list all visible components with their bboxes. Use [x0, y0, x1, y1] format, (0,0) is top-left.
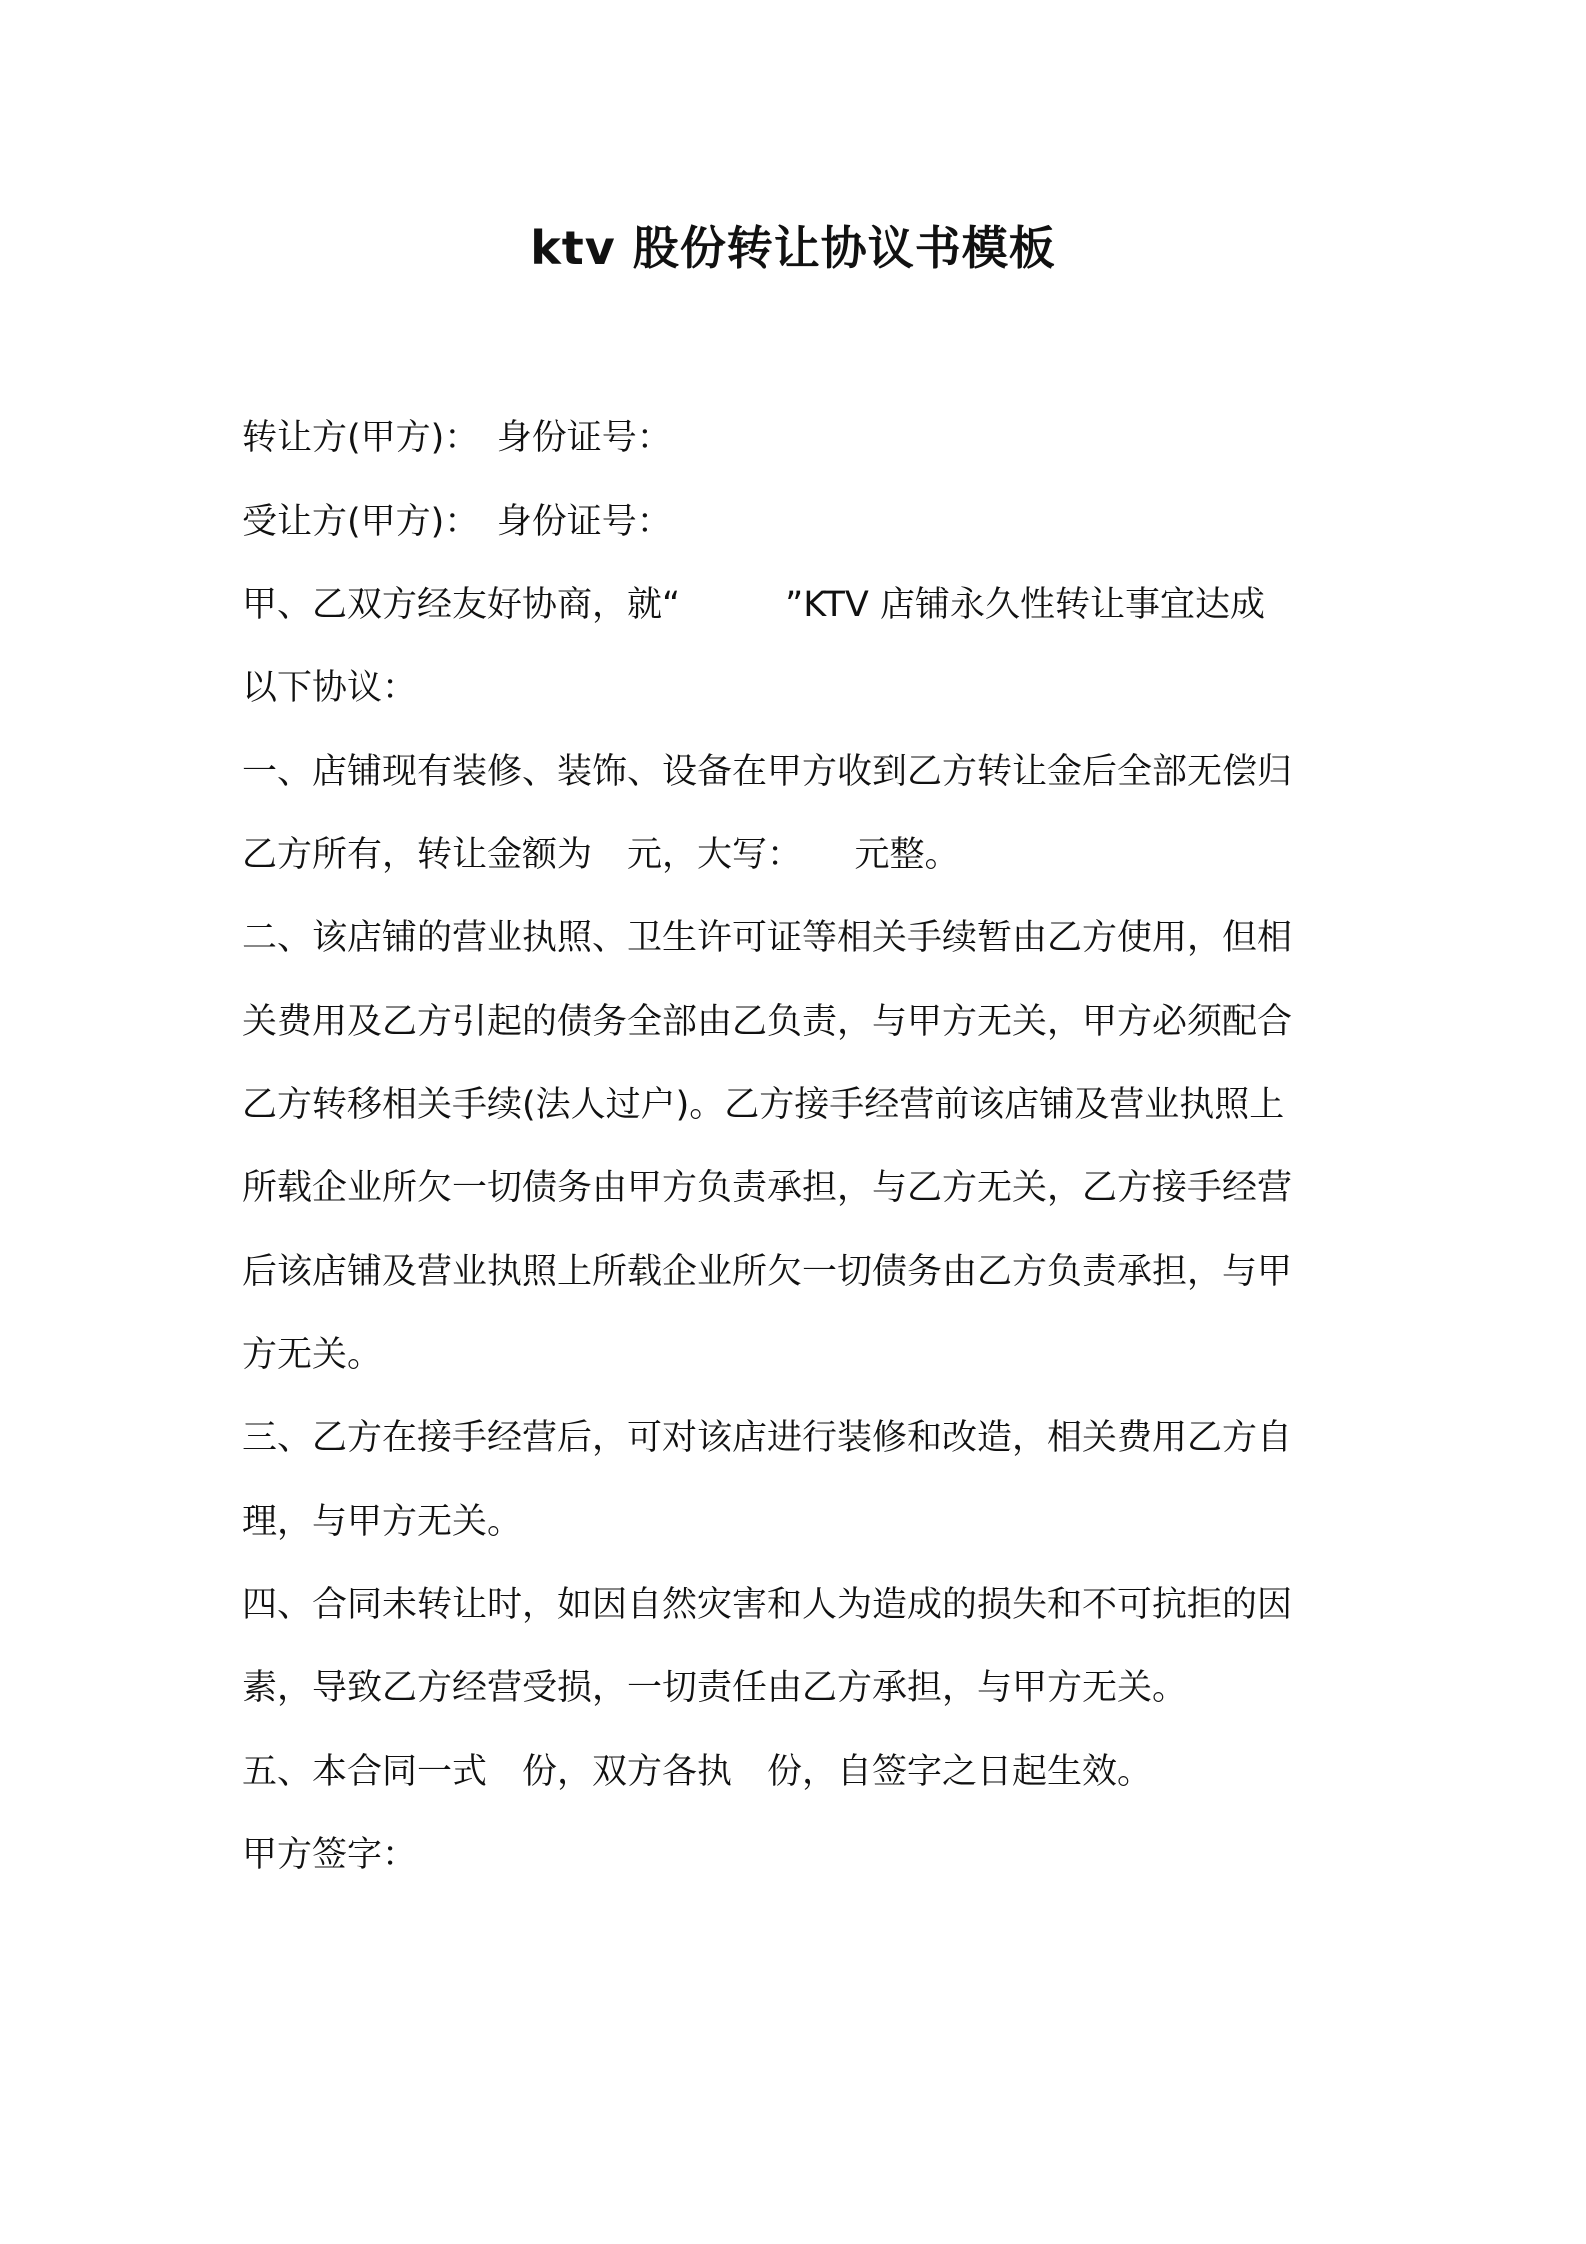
clause-3-line-2: 理，与甲方无关。 [242, 1502, 523, 1542]
clause-2-line-4: 所载企业所欠一切债务由甲方负责承担，与乙方无关，乙方接手经营 [242, 1168, 1293, 1208]
clause-3-line-1: 三、乙方在接手经营后，可对该店进行装修和改造，相关费用乙方自 [242, 1418, 1293, 1458]
clause-2-line-1: 二、该店铺的营业执照、卫生许可证等相关手续暂由乙方使用，但相 [242, 918, 1293, 958]
transferor-line: 转让方(甲方)： 身份证号： [242, 418, 672, 458]
clause-1-line-1: 一、店铺现有装修、装饰、设备在甲方收到乙方转让金后全部无偿归 [242, 752, 1293, 792]
party-a-signature-line: 甲方签字： [242, 1835, 418, 1875]
clause-2-line-6: 方无关。 [242, 1335, 383, 1375]
clause-5-line: 五、本合同一式 份，双方各执 份，自签字之日起生效。 [242, 1752, 1153, 1792]
document-title: ktv 股份转让协议书模板 [530, 221, 1056, 275]
clause-2-line-2: 关费用及乙方引起的债务全部由乙负责，与甲方无关，甲方必须配合 [242, 1002, 1293, 1042]
clause-2-line-3: 乙方转移相关手续(法人过户)。乙方接手经营前该店铺及营业执照上 [242, 1085, 1285, 1125]
clause-2-line-5: 后该店铺及营业执照上所载企业所欠一切债务由乙方负责承担，与甲 [242, 1252, 1293, 1292]
preamble-line-2: 以下协议： [242, 668, 418, 708]
clause-4-line-2: 素，导致乙方经营受损，一切责任由乙方承担，与甲方无关。 [242, 1668, 1188, 1708]
clause-4-line-1: 四、合同未转让时，如因自然灾害和人为造成的损失和不可抗拒的因 [242, 1585, 1293, 1625]
transferee-line: 受让方(甲方)： 身份证号： [242, 502, 672, 542]
preamble-line-1: 甲、乙双方经友好协商，就“ ”KTV 店铺永久性转让事宜达成 [242, 585, 1265, 625]
clause-1-line-2: 乙方所有，转让金额为 元，大写： 元整。 [242, 835, 960, 875]
